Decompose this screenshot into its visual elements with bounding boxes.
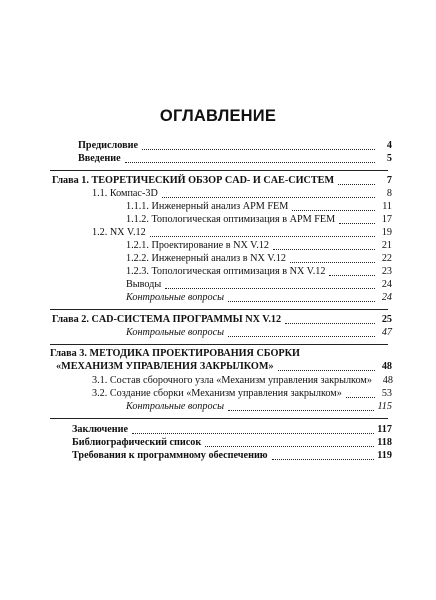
- toc-heading: ОГЛАВЛЕНИЕ: [159, 107, 277, 125]
- toc-entry-1-1-2[interactable]: [0, 212, 436, 226]
- dot-leader: [132, 433, 374, 434]
- toc-entry-chapter-3-line-1[interactable]: Глава 3. МЕТОДИКА ПРОЕКТИРОВАНИЯ СБОРКИ: [50, 348, 300, 359]
- toc-entry-software-requirements[interactable]: [0, 448, 436, 462]
- toc-entry-page: 48: [381, 361, 392, 372]
- toc-entry-1-2-2[interactable]: [0, 251, 436, 265]
- toc-entry-label: 1.2.3. Топологическая оптимизация в NX V.12: [126, 266, 326, 277]
- section-divider: [50, 418, 388, 419]
- toc-entry-chapter-2[interactable]: [0, 312, 436, 326]
- dot-leader: [292, 210, 375, 211]
- dot-leader: [205, 446, 374, 447]
- toc-entry-label: Контрольные вопросы: [126, 401, 224, 412]
- toc-entry-page: 23: [381, 266, 392, 277]
- dot-leader: [150, 236, 375, 237]
- toc-entry-questions-3[interactable]: [0, 399, 436, 413]
- toc-entry-page: 7: [386, 175, 392, 186]
- toc-entry-1-1[interactable]: [0, 186, 436, 200]
- dot-leader: [228, 410, 374, 411]
- toc-entry-label: Предисловие: [78, 140, 138, 151]
- toc-entry-1-2[interactable]: [0, 225, 436, 239]
- section-divider: [50, 344, 388, 345]
- toc-entry-page: 11: [382, 201, 392, 212]
- toc-entry-questions-1[interactable]: [0, 290, 436, 304]
- dot-leader: [272, 459, 375, 460]
- toc-entry-page: 4: [386, 140, 392, 151]
- dot-leader: [338, 184, 375, 185]
- toc-entry-3-2[interactable]: [0, 386, 436, 400]
- toc-entry-page: 24: [381, 292, 392, 303]
- toc-entry-conclusions-1[interactable]: [0, 277, 436, 291]
- toc-entry-chapter-3[interactable]: [0, 359, 436, 373]
- toc-entry-page: 48: [382, 375, 393, 386]
- toc-entry-label: Контрольные вопросы: [126, 327, 224, 338]
- toc-entry-conclusion[interactable]: [0, 422, 436, 436]
- dot-leader: [228, 336, 375, 337]
- toc-entry-page: 24: [381, 279, 392, 290]
- dot-leader: [278, 370, 375, 371]
- toc-entry-preface[interactable]: [0, 138, 436, 152]
- dot-leader: [228, 301, 375, 302]
- toc-entry-questions-2[interactable]: [0, 325, 436, 339]
- toc-entry-bibliography[interactable]: [0, 435, 436, 449]
- dot-leader: [125, 162, 375, 163]
- dot-leader: [285, 323, 375, 324]
- dot-leader: [290, 262, 375, 263]
- section-divider: [50, 170, 388, 171]
- toc-entry-label: 1.1.1. Инженерный анализ APM FEM: [126, 201, 289, 212]
- toc-entry-page: 17: [381, 214, 392, 225]
- toc-entry-label: Заключение: [72, 424, 128, 435]
- toc-entry-label: Глава 1. ТЕОРЕТИЧЕСКИЙ ОБЗОР CAD- И CAE-СИСТЕМ: [52, 175, 335, 186]
- toc-entry-label: «МЕХАНИЗМ УПРАВЛЕНИЯ ЗАКРЫЛКОМ»: [56, 361, 274, 372]
- toc-entry-page: 53: [381, 388, 392, 399]
- toc-entry-page: 25: [381, 314, 392, 325]
- dot-leader: [162, 197, 375, 198]
- toc-entry-label: 1.1. Компас-3D: [92, 188, 158, 199]
- dot-leader: [273, 249, 375, 250]
- toc-entry-label: 3.2. Создание сборки «Механизм управления закрылком»: [92, 388, 342, 399]
- toc-entry-label: Требования к программному обеспечению: [72, 450, 268, 461]
- dot-leader: [339, 223, 375, 224]
- toc-entry-introduction[interactable]: [0, 151, 436, 165]
- dot-leader: [165, 288, 375, 289]
- toc-entry-label: 3.1. Состав сборочного узла «Механизм управления закрылком»: [92, 375, 372, 386]
- toc-entry-label: 1.2.1. Проектирование в NX V.12: [126, 240, 269, 251]
- dot-leader: [329, 275, 375, 276]
- toc-entry-chapter-1[interactable]: [0, 173, 436, 187]
- toc-entry-label: 1.2. NX V.12: [92, 227, 146, 238]
- toc-entry-page: 47: [381, 327, 392, 338]
- toc-entry-label: Введение: [78, 153, 121, 164]
- toc-entry-page: 19: [381, 227, 392, 238]
- dot-leader: [346, 397, 375, 398]
- toc-entry-label: Библиографический список: [72, 437, 202, 448]
- toc-entry-label: Контрольные вопросы: [126, 292, 224, 303]
- toc-entry-1-2-3[interactable]: [0, 264, 436, 278]
- toc-entry-page: 5: [386, 153, 392, 164]
- toc-entry-1-2-1[interactable]: [0, 238, 436, 252]
- toc-entry-page: 21: [381, 240, 392, 251]
- toc-entry-page: 118: [377, 437, 392, 448]
- toc-entry-page: 22: [381, 253, 392, 264]
- toc-entry-label: 1.2.2. Инженерный анализ в NX V.12: [126, 253, 286, 264]
- toc-entry-page: 115: [377, 401, 392, 412]
- dot-leader: [142, 149, 375, 150]
- toc-entry-label: Выводы: [126, 279, 162, 290]
- toc-entry-page: 119: [377, 450, 392, 461]
- toc-entry-label: Глава 2. CAD-СИСТЕМА ПРОГРАММЫ NX V.12: [52, 314, 282, 325]
- toc-entry-1-1-1[interactable]: [0, 199, 436, 213]
- toc-entry-3-1[interactable]: [0, 373, 436, 387]
- section-divider: [50, 309, 388, 310]
- toc-entry-label: 1.1.2. Топологическая оптимизация в APM FEM: [126, 214, 336, 225]
- toc-entry-page: 117: [377, 424, 392, 435]
- toc-entry-page: 8: [386, 188, 392, 199]
